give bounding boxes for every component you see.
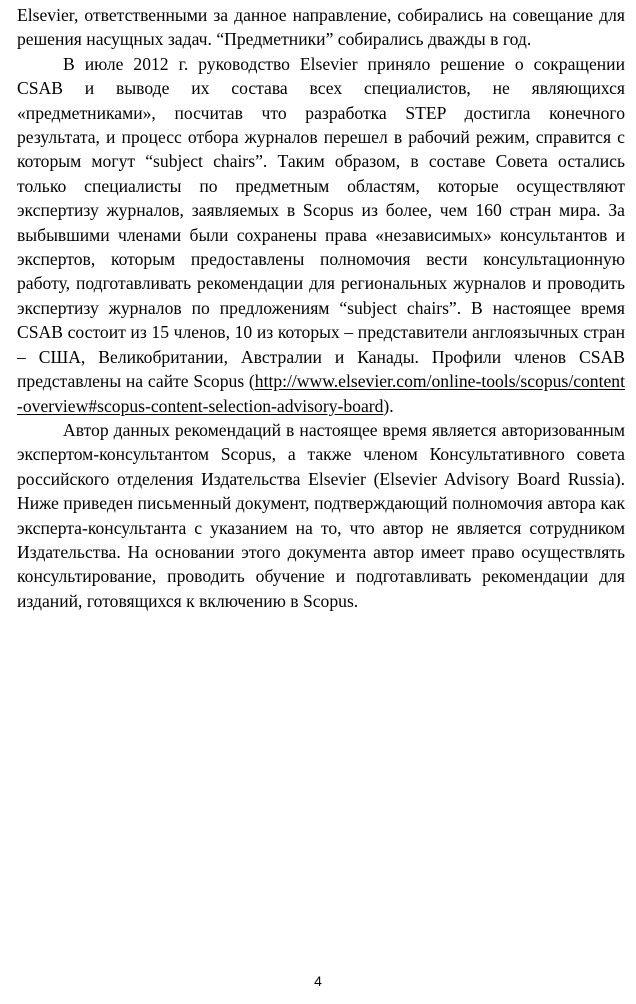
paragraph-text-tail: ). (383, 395, 394, 416)
document-body (17, 3, 625, 613)
paragraph-author-status: Автор данных рекомендаций в настоящее время является авторизованным экспертом-консультантом Scopus, а также членом Консультативного совета российского отделения Издательства Elsevier (Elsevier Advisory Board Russia). Ниже приведен письменный документ, подтверждающий полномочия автора как эксперта-консультанта с указанием на то, что автор не является сотрудником Издательства. На основании этого документа автор имеет право осуществлять консультирование, проводить обучение и подготавливать рекомендации для изданий, готовящихся к включению в Scopus. (17, 419, 625, 611)
paragraph-csab-reduction (17, 52, 625, 418)
page-number: 4 (314, 973, 322, 989)
scopus-csab-link[interactable]: http://www.elsevier.com/online-tools/scopus/content-overview#scopus-content-selection-advisory-board (17, 371, 625, 416)
paragraph-text: В июле 2012 г. руководство Elsevier приняло решение о сокращении CSAB и выводе их состава всех специалистов, не являющихся «предметниками», посчитав что разработка STEP достигла конечного результата, и процесс отбора журналов перешел в рабочий режим, справится с которым могут “subject chairs”. Таким образом, в составе Совета остались только специалисты по предметным областям, которые осуществляют экспертизу журналов, заявляемых в Scopus из более, чем 160 стран мира. За выбывшими членами были сохранены права «независимых» консультантов и экспертов, которым предоставлены полномочия вести консультационную работу, подготавливать рекомендации для региональных журналов и проводить экспертизу журналов по предложениям “subject chairs”. В настоящее время CSAB состоит из 15 членов, 10 из которых – представители англоязычных стран – США, Великобритании, Австралии и Канады. Профили членов CSAB представлены на сайте Scopus ( (17, 53, 625, 392)
paragraph-continued: Elsevier, ответственными за данное направление, собирались на совещание для решения насущных задач. “Предметники” собирались дважды в год. (17, 5, 625, 50)
